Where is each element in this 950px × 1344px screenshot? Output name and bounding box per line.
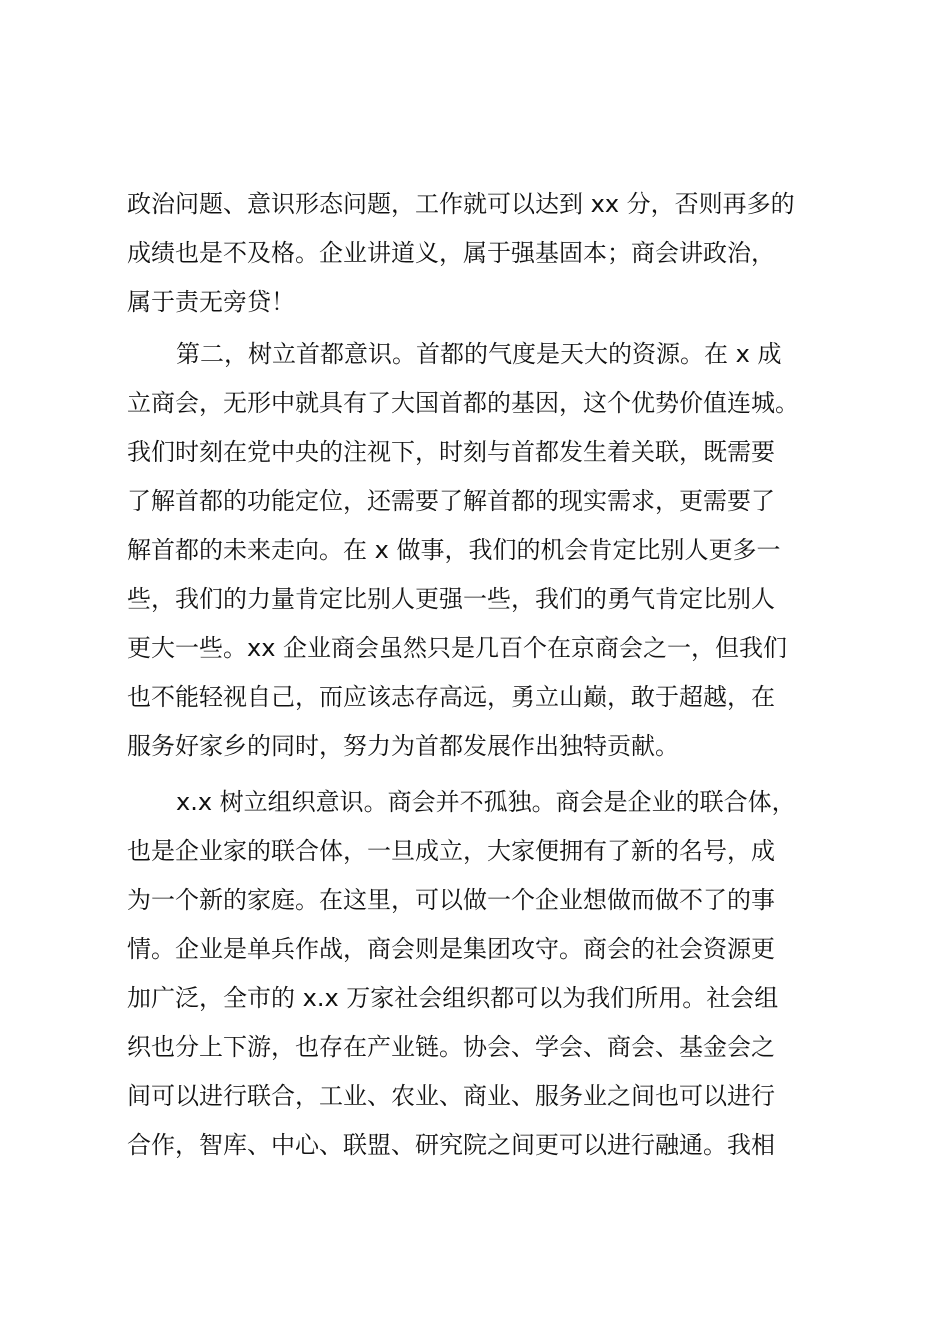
text-line: x.x 树立组织意识。商会并不孤独。商会是企业的联合体， [176,788,796,816]
text-line: 也不能轻视自己，而应该志存高远，勇立山巅，敢于超越，在 [127,683,775,711]
text-line: 成绩也是不及格。企业讲道义，属于强基固本；商会讲政治， [127,239,775,267]
paragraph-3 [127,778,833,1170]
text-line: 了解首都的功能定位，还需要了解首都的现实需求，更需要了 [127,487,775,515]
text-line: 情。企业是单兵作战，商会则是集团攻守。商会的社会资源更 [127,935,775,963]
text-line: 加广泛，全市的 x.x 万家社会组织都可以为我们所用。社会组 [127,984,779,1012]
text-line: 属于责无旁贷！ [127,288,295,316]
text-line: 也是企业家的联合体，一旦成立，大家便拥有了新的名号，成 [127,837,775,865]
text-line: 织也分上下游，也存在产业链。协会、学会、商会、基金会之 [127,1033,775,1061]
text-line: 解首都的未来走向。在 x 做事，我们的机会肯定比别人更多一 [127,536,781,564]
text-line: 服务好家乡的同时，努力为首都发展作出独特贡献。 [127,732,679,760]
text-line: 第二，树立首都意识。首都的气度是天大的资源。在 x 成 [176,340,782,368]
text-line: 更大一些。xx 企业商会虽然只是几百个在京商会之一，但我们 [127,634,788,662]
text-line: 些，我们的力量肯定比别人更强一些，我们的勇气肯定比别人 [127,585,775,613]
text-line: 立商会，无形中就具有了大国首都的基因，这个优势价值连城。 [127,389,799,417]
text-line: 政治问题、意识形态问题，工作就可以达到 xx 分，否则再多的 [127,190,795,218]
paragraph-1 [127,180,833,327]
paragraph-2 [127,330,833,771]
text-line: 合作，智库、中心、联盟、研究院之间更可以进行融通。我相 [127,1131,775,1159]
text-line: 为一个新的家庭。在这里，可以做一个企业想做而做不了的事 [127,886,775,914]
text-line: 我们时刻在党中央的注视下，时刻与首都发生着关联，既需要 [127,438,775,466]
text-line: 间可以进行联合，工业、农业、商业、服务业之间也可以进行 [127,1082,775,1110]
